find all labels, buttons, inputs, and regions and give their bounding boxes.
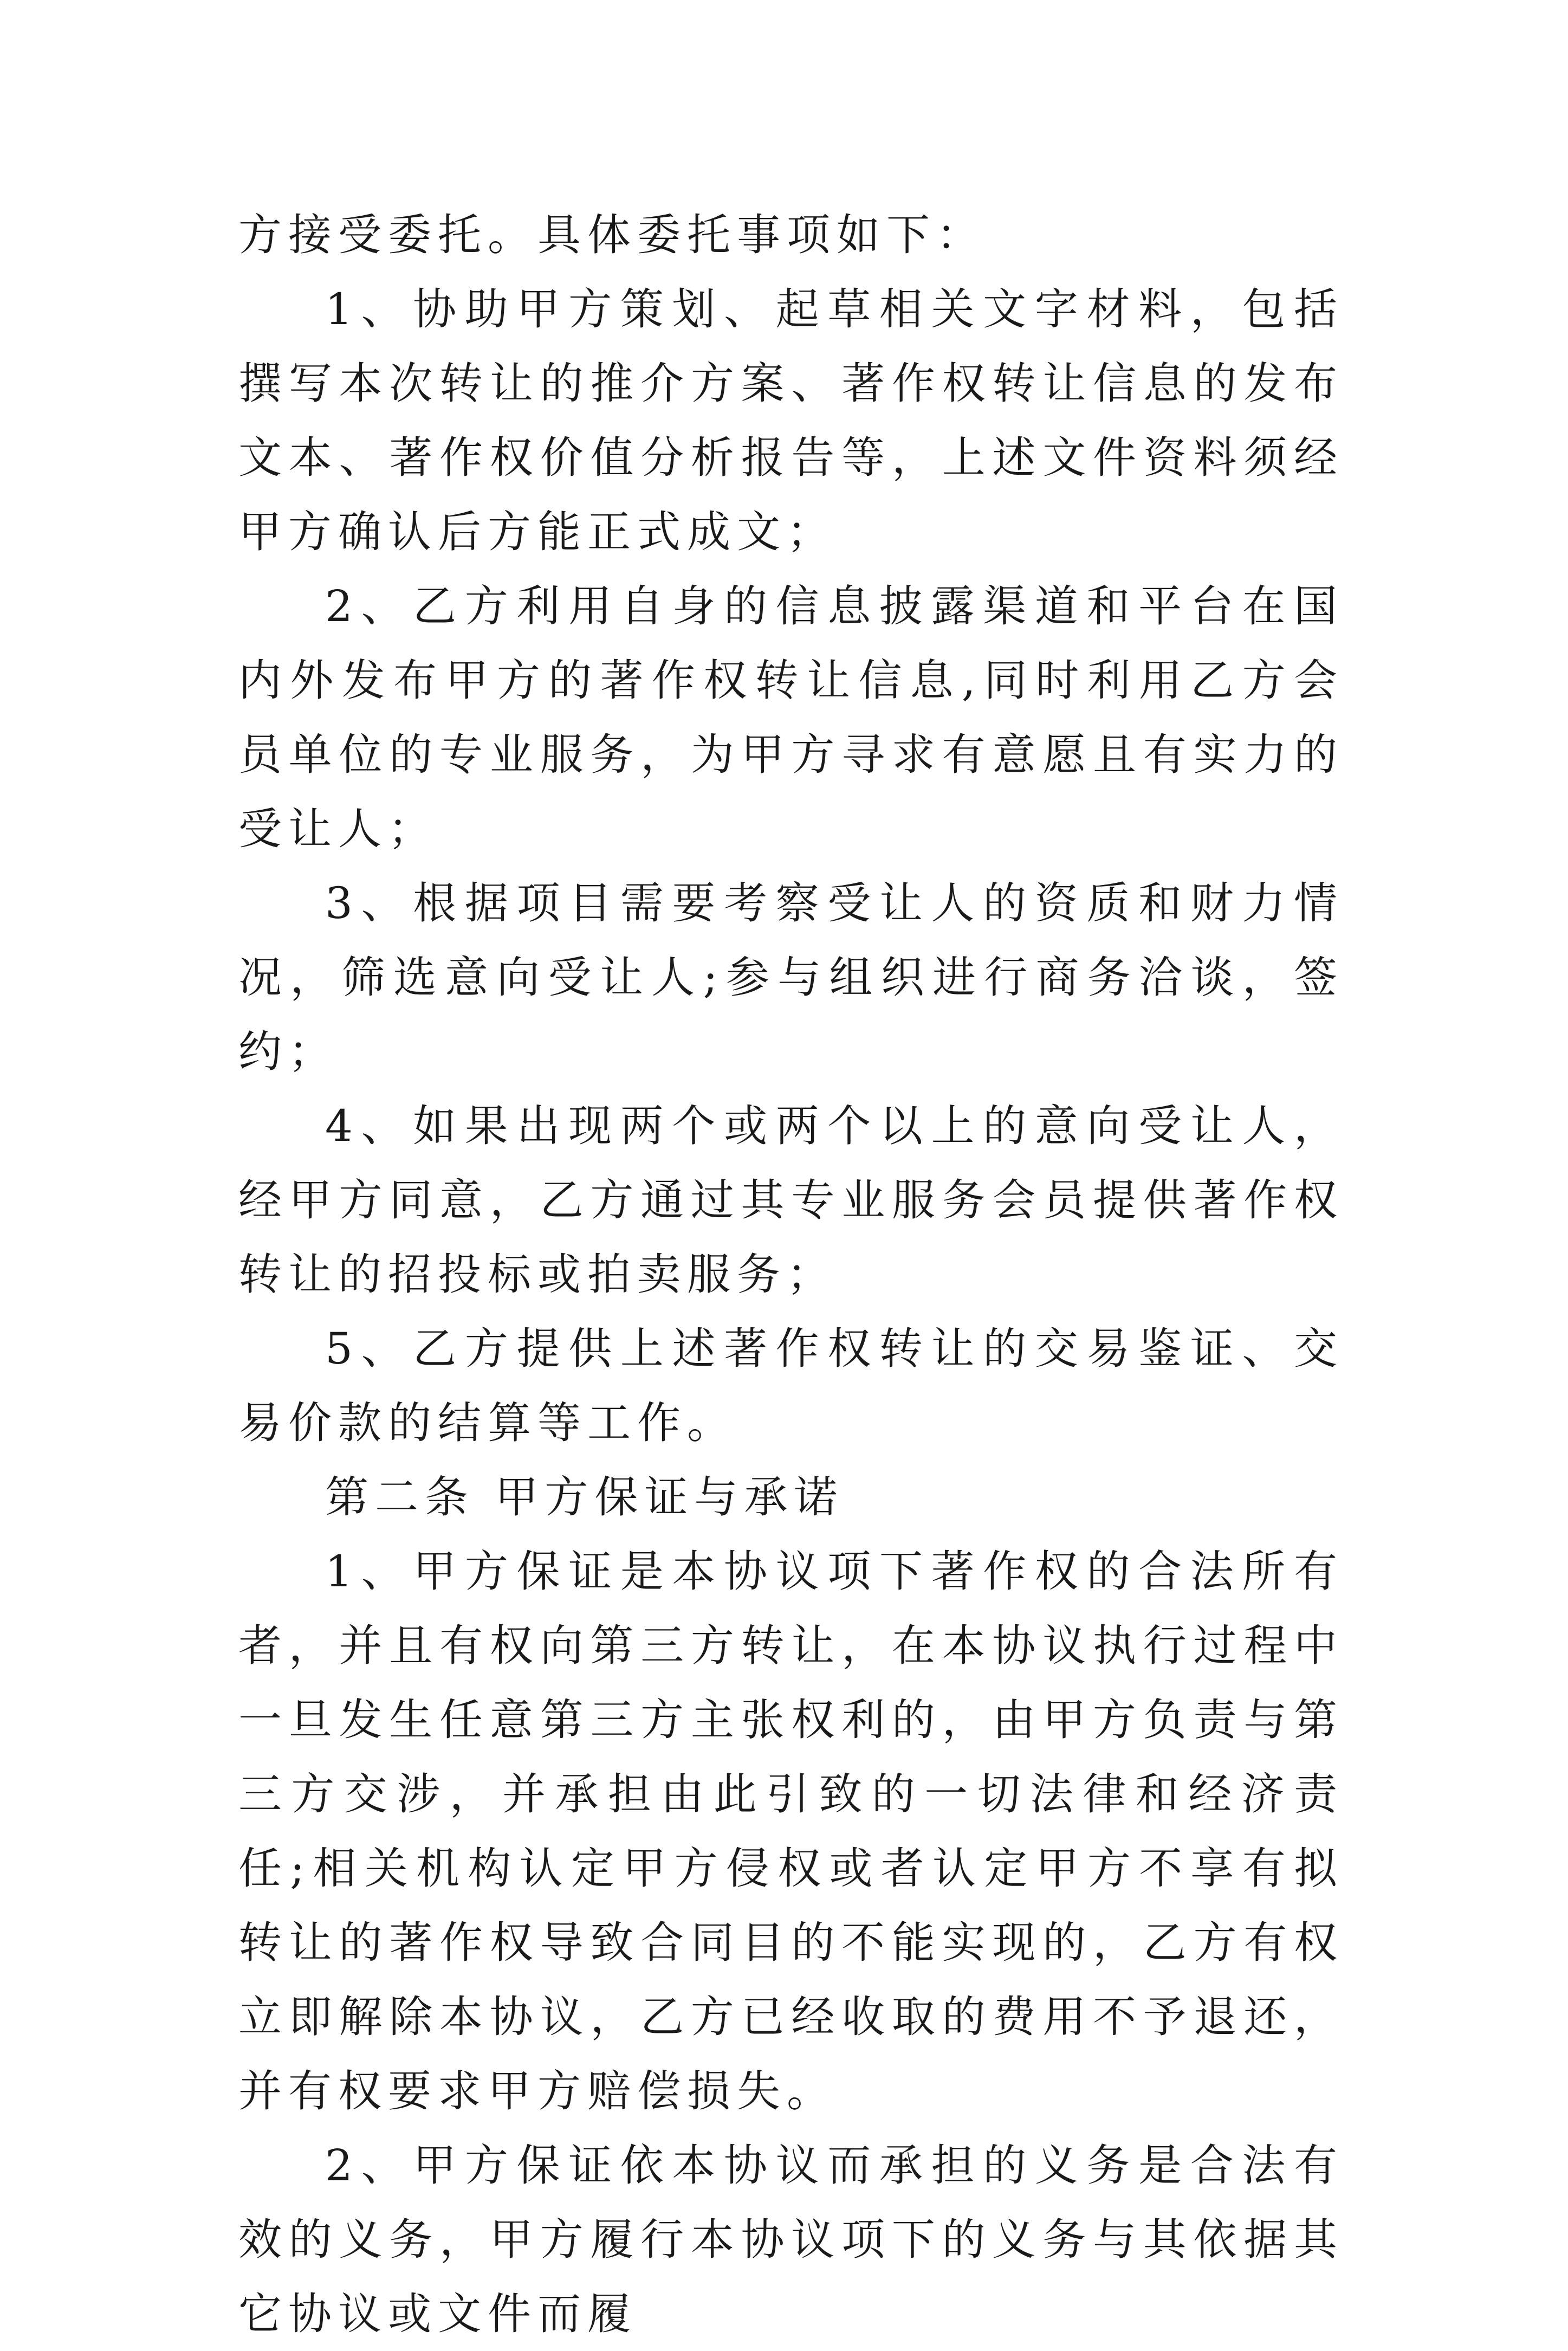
paragraph-item-1: 1、协助甲方策划、起草相关文字材料，包括撰写本次转让的推介方案、著作权转让信息的发布文本、著作权价值分析报告等，上述文件资料须经甲方确认后方能正式成文； (238, 284, 1344, 557)
paragraph-article-2-item-1: 1、甲方保证是本协议项下著作权的合法所有者，并且有权向第三方转让，在本协议执行过程中一旦发生任意第三方主张权利的，由甲方负责与第三方交涉，并承担由此引致的一切法律和经济责任;相关机构认定甲方侵权或者认定甲方不享有拟转让的著作权导致合同目的不能实现的，乙方有权立即解除本协议，乙方已经收取的费用不予退还，并有权要求甲方赔偿损失。 (238, 1546, 1344, 2116)
paragraph-item-2: 2、乙方利用自身的信息披露渠道和平台在国内外发布甲方的著作权转让信息,同时利用乙方会员单位的专业服务，为甲方寻求有意愿且有实力的受让人； (238, 581, 1344, 854)
document-body (238, 198, 1344, 2351)
paragraph-continuation: 方接受委托。具体委托事项如下： (238, 210, 986, 260)
section-heading-article-2: 第二条 甲方保证与承诺 (325, 1472, 844, 1522)
paragraph-item-5: 5、乙方提供上述著作权转让的交易鉴证、交易价款的结算等工作。 (238, 1323, 1344, 1448)
paragraph-article-2-item-2: 2、甲方保证依本协议而承担的义务是合法有效的义务，甲方履行本协议项下的义务与其依据其它协议或文件而履 (238, 2140, 1344, 2339)
paragraph-item-3: 3、根据项目需要考察受让人的资质和财力情况，筛选意向受让人;参与组织进行商务洽谈，签约； (238, 878, 1344, 1077)
paragraph-item-4: 4、如果出现两个或两个以上的意向受让人，经甲方同意，乙方通过其专业服务会员提供著作权转让的招投标或拍卖服务； (238, 1101, 1344, 1300)
